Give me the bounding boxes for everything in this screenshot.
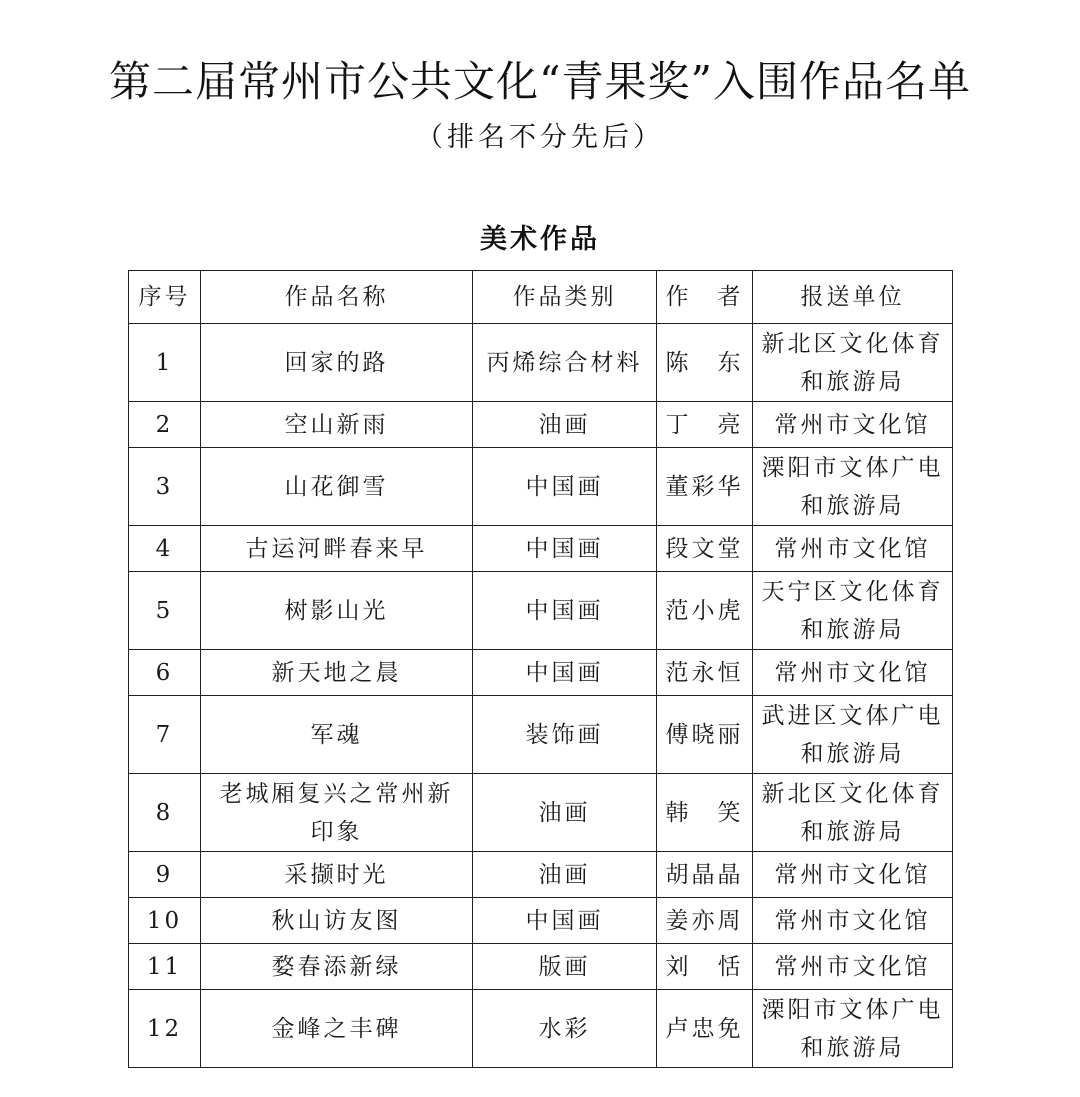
section-title: 美术作品	[480, 224, 600, 255]
header-category: 作品类别	[473, 271, 657, 324]
work-name: 树影山光	[201, 572, 473, 650]
table-row	[129, 448, 953, 526]
table-row	[129, 898, 953, 944]
work-author: 卢忠免	[657, 990, 753, 1068]
work-category: 水彩	[473, 990, 657, 1068]
work-author: 陈 东	[657, 324, 753, 402]
table-row	[129, 990, 953, 1068]
work-category: 中国画	[473, 898, 657, 944]
work-category: 中国画	[473, 448, 657, 526]
work-author: 范永恒	[657, 650, 753, 696]
works-table	[128, 270, 953, 1068]
work-category: 版画	[473, 944, 657, 990]
work-category: 油画	[473, 774, 657, 852]
work-category: 油画	[473, 852, 657, 898]
header-unit: 报送单位	[753, 271, 953, 324]
table-row	[129, 944, 953, 990]
work-name: 婺春添新绿	[201, 944, 473, 990]
table-row	[129, 572, 953, 650]
work-category: 中国画	[473, 650, 657, 696]
row-number: 3	[129, 448, 201, 526]
table-row	[129, 526, 953, 572]
row-number: 4	[129, 526, 201, 572]
header-number: 序号	[129, 271, 201, 324]
work-author: 姜亦周	[657, 898, 753, 944]
row-number: 5	[129, 572, 201, 650]
submitting-unit: 常州市文化馆	[753, 898, 953, 944]
work-category: 中国画	[473, 526, 657, 572]
row-number: 10	[129, 898, 201, 944]
row-number: 2	[129, 402, 201, 448]
work-author: 范小虎	[657, 572, 753, 650]
page-title: 第二届常州市公共文化“青果奖”入围作品名单	[109, 57, 971, 106]
work-name: 军魂	[201, 696, 473, 774]
work-author: 丁 亮	[657, 402, 753, 448]
table-header-row	[129, 271, 953, 324]
work-name: 采撷时光	[201, 852, 473, 898]
work-author: 韩 笑	[657, 774, 753, 852]
work-author: 刘 恬	[657, 944, 753, 990]
submitting-unit: 溧阳市文体广电和旅游局	[753, 990, 953, 1068]
submitting-unit: 常州市文化馆	[753, 852, 953, 898]
row-number: 12	[129, 990, 201, 1068]
table-row	[129, 650, 953, 696]
work-name: 山花御雪	[201, 448, 473, 526]
work-author: 胡晶晶	[657, 852, 753, 898]
work-author: 段文堂	[657, 526, 753, 572]
submitting-unit: 新北区文化体育和旅游局	[753, 324, 953, 402]
row-number: 8	[129, 774, 201, 852]
submitting-unit: 常州市文化馆	[753, 650, 953, 696]
table-row	[129, 324, 953, 402]
header-author: 作 者	[657, 271, 753, 324]
work-name: 金峰之丰碑	[201, 990, 473, 1068]
table-row	[129, 852, 953, 898]
table-row	[129, 402, 953, 448]
submitting-unit: 常州市文化馆	[753, 402, 953, 448]
work-category: 中国画	[473, 572, 657, 650]
submitting-unit: 新北区文化体育和旅游局	[753, 774, 953, 852]
table-row	[129, 774, 953, 852]
submitting-unit: 溧阳市文体广电和旅游局	[753, 448, 953, 526]
work-name: 秋山访友图	[201, 898, 473, 944]
row-number: 11	[129, 944, 201, 990]
work-category: 装饰画	[473, 696, 657, 774]
submitting-unit: 常州市文化馆	[753, 526, 953, 572]
work-name: 古运河畔春来早	[201, 526, 473, 572]
row-number: 1	[129, 324, 201, 402]
table-row	[129, 696, 953, 774]
work-name: 回家的路	[201, 324, 473, 402]
work-name: 新天地之晨	[201, 650, 473, 696]
header-work-name: 作品名称	[201, 271, 473, 324]
page-subtitle: （排名不分先后）	[416, 122, 664, 153]
submitting-unit: 武进区文体广电和旅游局	[753, 696, 953, 774]
submitting-unit: 天宁区文化体育和旅游局	[753, 572, 953, 650]
row-number: 9	[129, 852, 201, 898]
work-category: 丙烯综合材料	[473, 324, 657, 402]
work-author: 傅晓丽	[657, 696, 753, 774]
work-name: 空山新雨	[201, 402, 473, 448]
work-name: 老城厢复兴之常州新印象	[201, 774, 473, 852]
submitting-unit: 常州市文化馆	[753, 944, 953, 990]
row-number: 7	[129, 696, 201, 774]
row-number: 6	[129, 650, 201, 696]
work-author: 董彩华	[657, 448, 753, 526]
work-category: 油画	[473, 402, 657, 448]
